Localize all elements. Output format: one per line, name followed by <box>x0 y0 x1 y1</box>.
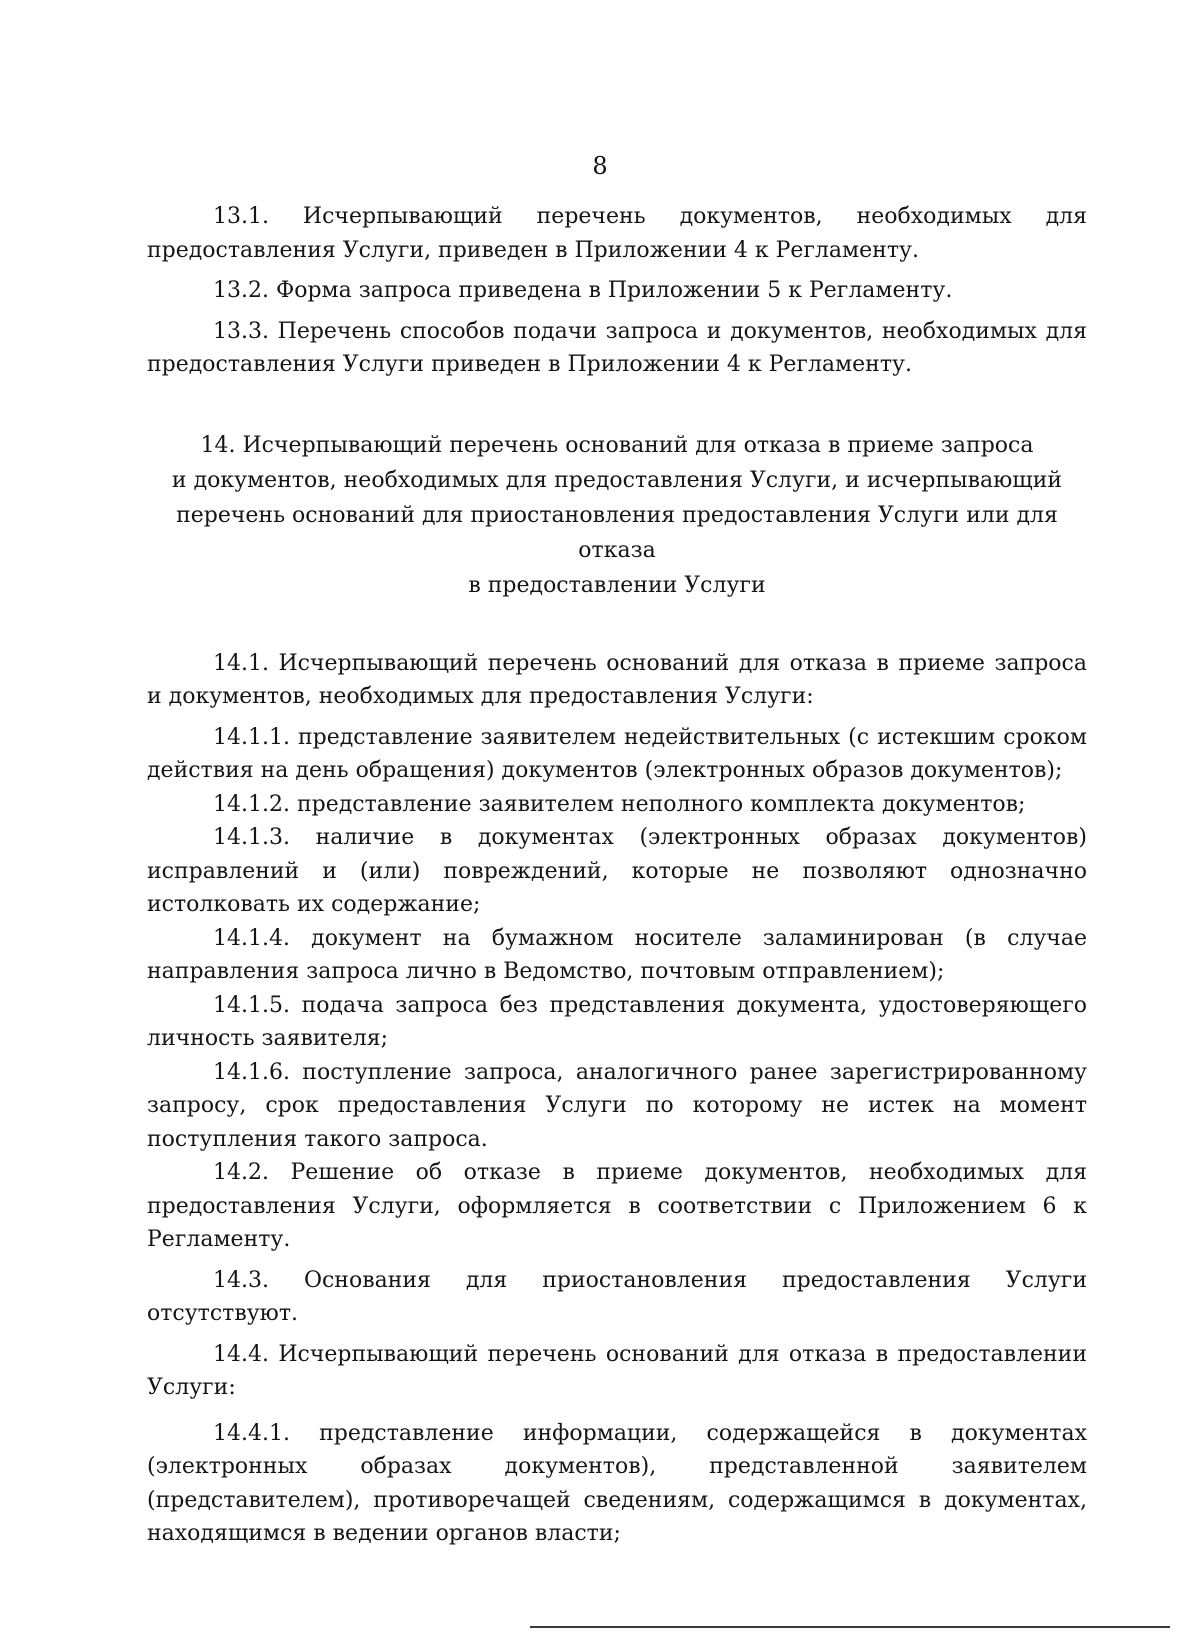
paragraph-14-4: 14.4. Исчерпывающий перечень оснований для отказа в предоставлении Услуги: <box>147 1341 1087 1400</box>
paragraph-14-1-3: 14.1.3. наличие в документах (электронных образах документов) исправлений и (или) повреждений, которые не позволяют однозначно истолковать их содержание; <box>147 825 1087 917</box>
paragraph-13-3: 13.3. Перечень способов подачи запроса и документов, необходимых для предоставления Услуги приведен в Приложении 4 к Регламенту. <box>147 318 1087 377</box>
paragraph-14-1: 14.1. Исчерпывающий перечень оснований для отказа в приеме запроса и документов, необходимых для предоставления Услуги: <box>147 650 1087 709</box>
heading-line: перечень оснований для приостановления предоставления Услуги или для отказа <box>176 502 1058 563</box>
heading-line: 14. Исчерпывающий перечень оснований для отказа в приеме запроса <box>200 432 1034 458</box>
paragraph-14-1-2: 14.1.2. представление заявителем неполного комплекта документов; <box>213 791 1026 817</box>
paragraph-14-1-6: 14.1.6. поступление запроса, аналогичного ранее зарегистрированному запросу, срок предоставления Услуги по которому не истек на момент поступления такого запроса. <box>147 1059 1087 1152</box>
page-number: 8 <box>592 152 608 180</box>
paragraph-14-1-4: 14.1.4. документ на бумажном носителе заламинирован (в случае направления запроса лично в Ведомство, почтовым отправлением); <box>147 925 1087 984</box>
paragraph-14-1-1: 14.1.1. представление заявителем недействительных (с истекшим сроком действия на день обращения) документов (электронных образов документов); <box>147 724 1087 783</box>
scan-edge-line <box>530 1626 1170 1628</box>
paragraph-13-1: 13.1. Исчерпывающий перечень документов, необходимых для предоставления Услуги, приведен в Приложении 4 к Регламенту. <box>147 204 1087 263</box>
paragraph-14-3: 14.3. Основания для приостановления предоставления Услуги отсутствуют. <box>147 1267 1087 1326</box>
paragraph-14-2: 14.2. Решение об отказе в приеме документов, необходимых для предоставления Услуги, оформляется в соответствии с Приложением 6 к Регламенту. <box>147 1160 1087 1252</box>
paragraph-14-4-1: 14.4.1. представление информации, содержащейся в документах (электронных образах документов), представленной заявителем (представителем), противоречащей сведениям, содержащимся в документах, находящимся в ведении органов власти; <box>147 1420 1087 1546</box>
paragraph-14-1-5: 14.1.5. подача запроса без представления документа, удостоверяющего личность заявителя; <box>147 992 1087 1051</box>
heading-line: в предоставлении Услуги <box>468 572 766 598</box>
section-14-heading <box>147 428 1087 603</box>
document-body <box>147 200 1087 1551</box>
heading-line: и документов, необходимых для предоставления Услуги, и исчерпывающий <box>171 467 1063 493</box>
paragraph-13-2: 13.2. Форма запроса приведена в Приложении 5 к Регламенту. <box>213 278 953 303</box>
